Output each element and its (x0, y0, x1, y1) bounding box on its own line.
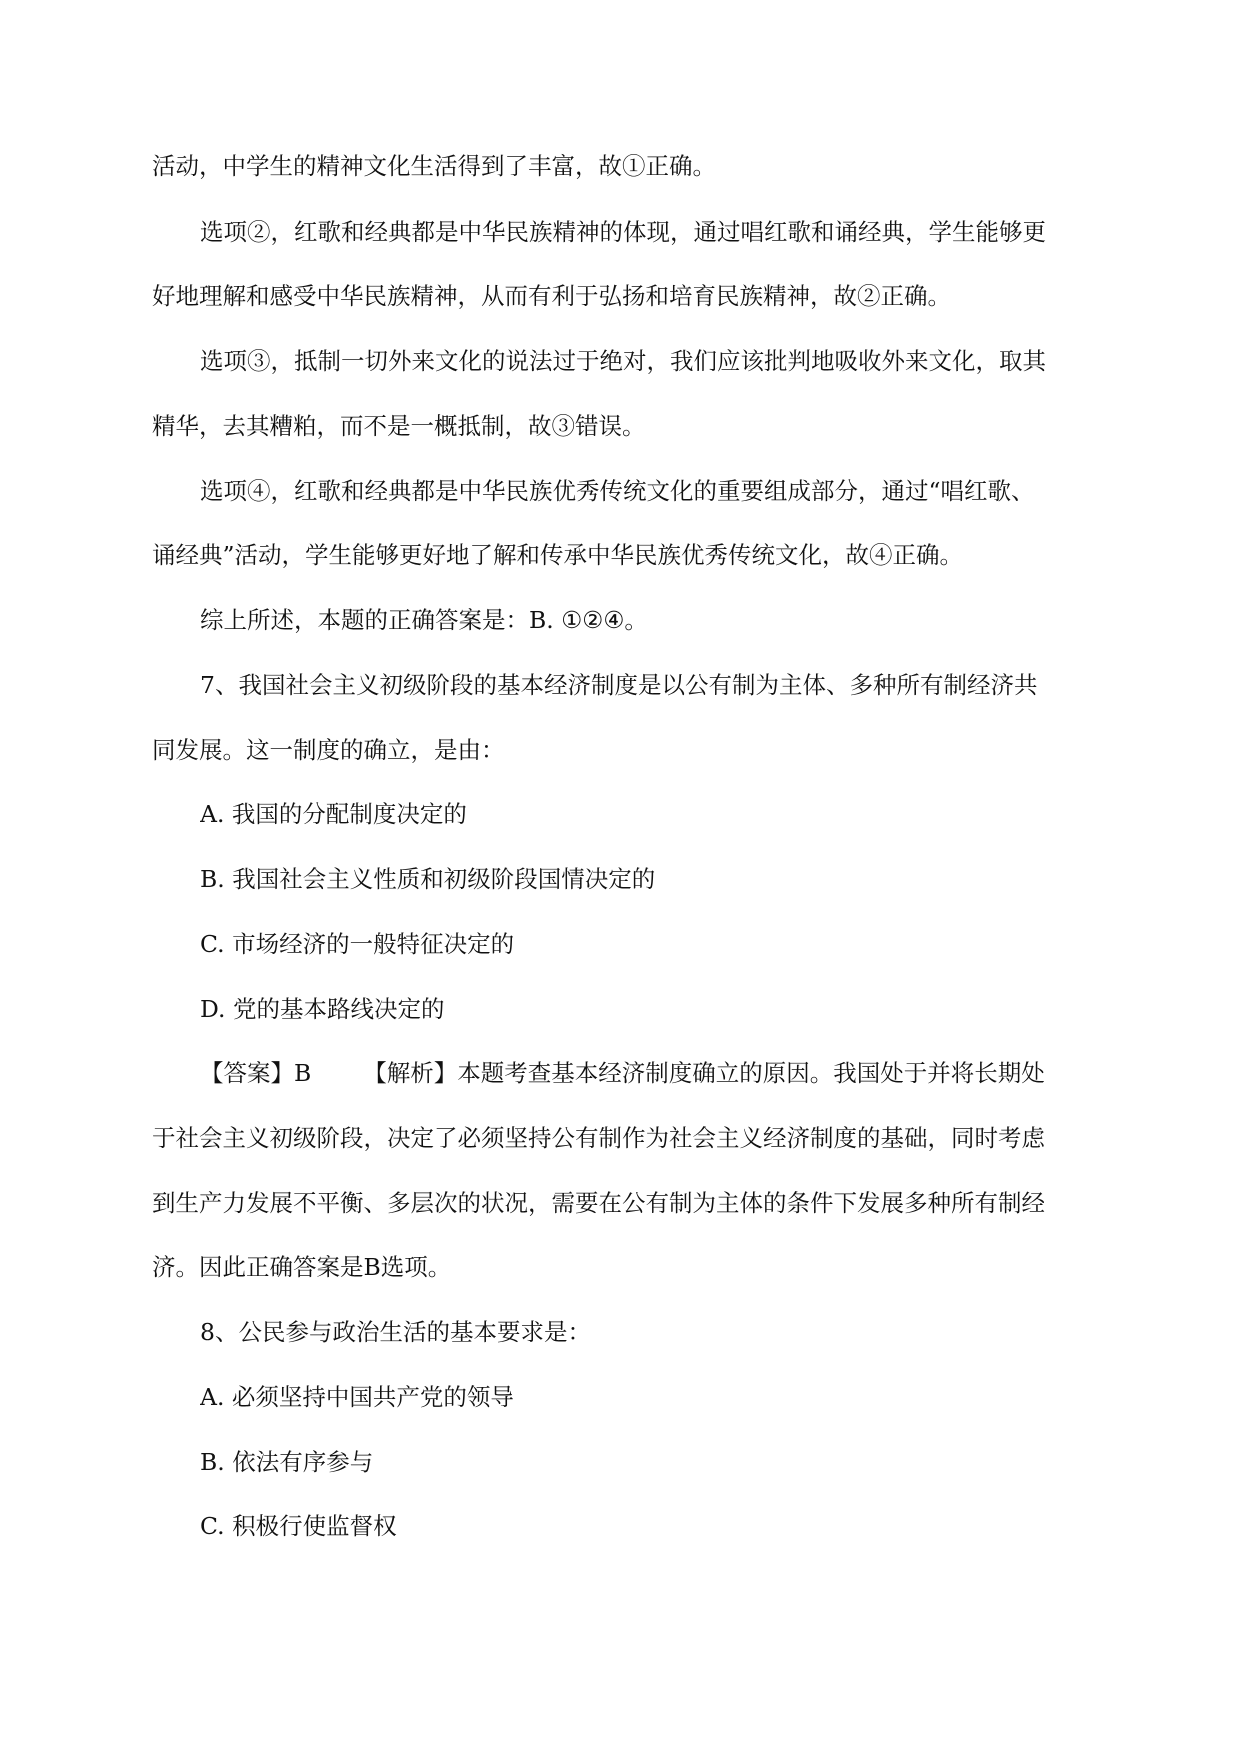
question-7-answer-analysis-line-1 (200, 1057, 1112, 1089)
explanation-option-3-line-1: 选项③，抵制一切外来文化的说法过于绝对，我们应该批判地吸收外来文化，取其 (200, 347, 1046, 375)
question-7-stem-line-1: 7、我国社会主义初级阶段的基本经济制度是以公有制为主体、多种所有制经济共 (200, 671, 1038, 699)
explanation-option-4-line-2: 诵经典”活动，学生能够更好地了解和传承中华民族优秀传统文化，故④正确。 (152, 541, 964, 569)
question-7-analysis-start: 【解析】本题考查基本经济制度确立的原因。我国处于并将长期处 (363, 1059, 1045, 1087)
question-8-stem: 8、公民参与政治生活的基本要求是： (200, 1318, 591, 1346)
question-8-option-b: B. 依法有序参与 (200, 1448, 374, 1476)
question-7-analysis-line-4: 济。因此正确答案是B选项。 (152, 1253, 452, 1281)
question-8-option-a: A. 必须坚持中国共产党的领导 (200, 1383, 514, 1411)
question-7-option-c: C. 市场经济的一般特征决定的 (200, 930, 515, 958)
question-7-analysis-line-2: 于社会主义初级阶段，决定了必须坚持公有制作为社会主义经济制度的基础，同时考虑 (152, 1124, 1045, 1152)
question-7-analysis-line-3: 到生产力发展不平衡、多层次的状况，需要在公有制为主体的条件下发展多种所有制经 (152, 1189, 1045, 1217)
question-7-option-d: D. 党的基本路线决定的 (200, 995, 445, 1023)
question-7-answer: 【答案】B (200, 1059, 312, 1087)
explanation-option-2-line-1: 选项②，红歌和经典都是中华民族精神的体现，通过唱红歌和诵经典，学生能够更 (200, 218, 1046, 246)
explanation-summary: 综上所述，本题的正确答案是：B. ①②④。 (200, 606, 648, 634)
question-7-option-a: A. 我国的分配制度决定的 (200, 800, 467, 828)
explanation-option-3-line-2: 精华，去其糟粕，而不是一概抵制，故③错误。 (152, 412, 646, 440)
question-7-option-b: B. 我国社会主义性质和初级阶段国情决定的 (200, 865, 656, 893)
question-8-option-c: C. 积极行使监督权 (200, 1512, 397, 1540)
explanation-option-2-line-2: 好地理解和感受中华民族精神，从而有利于弘扬和培育民族精神，故②正确。 (152, 282, 951, 310)
question-7-stem-line-2: 同发展。这一制度的确立，是由： (152, 736, 505, 764)
explanation-continuation: 活动，中学生的精神文化生活得到了丰富，故①正确。 (152, 152, 716, 180)
explanation-option-4-line-1: 选项④，红歌和经典都是中华民族优秀传统文化的重要组成部分，通过“唱红歌、 (200, 477, 1035, 505)
